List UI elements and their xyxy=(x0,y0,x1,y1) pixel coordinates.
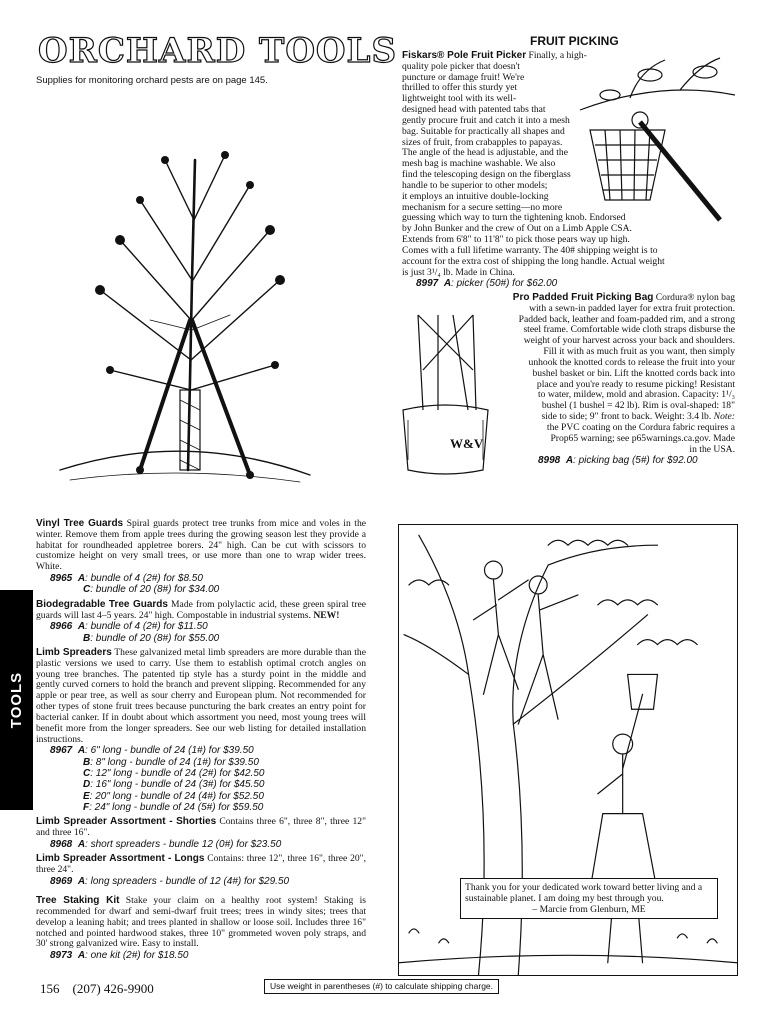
picker-line-8: sizes of fruit, from crabapples to papayas. xyxy=(402,136,563,148)
bag-line-6: unhook the knotted cords to release the fruit into your xyxy=(528,356,735,368)
section-heading-fruit-picking: FRUIT PICKING xyxy=(530,34,619,48)
picker-price-line xyxy=(416,278,706,289)
product-description xyxy=(36,599,366,622)
fruit-picking-bag-illustration xyxy=(398,310,493,480)
price-line xyxy=(50,621,366,632)
bag-line-2: Padded back, leather and foam-padded rim, and a strong xyxy=(518,313,735,325)
picker-line-14: mechanism for a secure setting—no more xyxy=(402,201,563,213)
bag-line-8: place and you're ready to resume picking! Resistant xyxy=(536,378,735,390)
fruit-picking-bag-description xyxy=(490,292,735,467)
picker-line-10: mesh bag is machine washable. We also xyxy=(402,158,556,170)
picker-line-18: Comes with a full lifetime warranty. The 40# shipping weight is to xyxy=(402,244,658,256)
product-list xyxy=(36,518,366,965)
option-code: A xyxy=(77,875,86,887)
picker-line-6: gently procure fruit and catch it into a mesh xyxy=(402,114,570,126)
bag-sku: 8998 xyxy=(538,455,561,467)
product-desc: Stake your claim on a healthy root system! Staking is recommended for dwarf and semi-dwarf fruit trees; trees in windy sites; trees that develop a leaning habit; and trees planted in shallow or loose soil. Includes three 16" notched and pointed hardwood stakes, three 10" grommeted woven poly straps, and 30' strong galvanized wire. Easy to install. xyxy=(36,895,366,950)
picker-line-7: bag. Suitable for practically all shapes and xyxy=(402,125,565,137)
tree-staking-illustration xyxy=(40,130,330,510)
picker-line-15: guessing which way to turn the tightening knob. Endorsed xyxy=(402,212,626,224)
product-sku: 8968 xyxy=(50,838,73,850)
option-code: B xyxy=(83,756,91,768)
price-line xyxy=(83,768,366,779)
product-sku: 8969 xyxy=(50,875,73,887)
option-text: : bundle of 4 (2#) for $8.50 xyxy=(85,573,203,585)
product-biodegradable-tree-guards xyxy=(36,599,366,644)
option-code: A xyxy=(77,838,86,850)
option-text: : short spreaders - bundle 12 (0#) for $23.50 xyxy=(85,838,282,850)
option-text: : long spreaders - bundle of 12 (4#) for $29.50 xyxy=(85,875,290,887)
pole-fruit-picker-description xyxy=(402,50,706,290)
picker-name: Fiskars® Pole Fruit Picker xyxy=(402,50,527,61)
bag-line-3: steel frame. Comfortable wide cloth straps disburse the xyxy=(523,324,735,336)
picker-line-20: is just 3¹/₄ lb. Made in China. xyxy=(402,266,515,278)
option-text: : bundle of 20 (8#) for $34.00 xyxy=(90,584,220,596)
bag-note-label: Note: xyxy=(713,411,735,423)
option-text: : 24" long - bundle of 24 (5#) for $59.50 xyxy=(89,801,264,813)
price-line xyxy=(50,573,366,584)
option-text: : 16" long - bundle of 24 (3#) for $45.50 xyxy=(90,779,265,791)
price-line xyxy=(50,950,366,961)
option-text: : 12" long - bundle of 24 (2#) for $42.50 xyxy=(90,768,265,780)
picker-option: A xyxy=(443,278,452,290)
shipping-note: Use weight in parentheses (#) to calculate shipping charge. xyxy=(264,979,499,994)
option-code: C xyxy=(83,768,91,780)
picker-sku: 8997 xyxy=(416,278,439,290)
product-sku: 8967 xyxy=(50,745,73,757)
picker-line-9: The angle of the head is adjustable, and the xyxy=(402,147,568,159)
option-code: E xyxy=(83,790,90,802)
page-number: 156 xyxy=(40,981,60,996)
picker-line-16: by John Bunker and the crew of Out on a Limb Apple CSA. xyxy=(402,223,632,235)
customer-testimonial xyxy=(460,878,718,919)
section-side-tab xyxy=(0,590,33,810)
product-limb-spreaders xyxy=(36,647,366,813)
bag-option: A xyxy=(565,455,574,467)
price-line xyxy=(83,633,366,644)
option-code: A xyxy=(77,950,86,962)
picker-price: : picker (50#) for $62.00 xyxy=(451,278,558,290)
product-description xyxy=(36,853,366,876)
product-description xyxy=(36,518,366,573)
picker-line-1: quality pole picker that doesn't xyxy=(402,60,520,72)
bag-line-11: side to side; 9" front to back. Weight: 3.4 lb. xyxy=(541,411,712,423)
option-text: : one kit (2#) for $18.50 xyxy=(85,950,189,962)
bag-line-7: bushel basket or bin. Lift the knotted cords back into xyxy=(532,367,735,379)
product-description xyxy=(36,816,366,839)
bag-line-4: weight of your harvest across your back and shoulders. xyxy=(523,335,735,347)
option-code: A xyxy=(77,621,86,633)
footer xyxy=(40,982,154,996)
price-line xyxy=(50,839,366,850)
picker-line-19: account for the extra cost of shipping the long handle. Actual weight xyxy=(402,255,665,267)
product-name: Tree Staking Kit xyxy=(36,895,120,907)
picker-line-4: lightweight tool with its well- xyxy=(402,93,517,105)
bag-name: Pro Padded Fruit Picking Bag xyxy=(512,292,654,303)
option-code: D xyxy=(83,779,91,791)
option-text: : 6" long - bundle of 24 (1#) for $39.50 xyxy=(85,745,254,757)
product-limb-spreader-shorties xyxy=(36,816,366,850)
bag-paragraph xyxy=(490,292,735,455)
bag-logo-text: W&V xyxy=(450,436,484,451)
option-code: A xyxy=(77,573,86,585)
bag-line-10: bushel (1 bushel = 42 lb). Rim is oval-shaped: 18" xyxy=(541,400,735,412)
product-description xyxy=(36,895,366,950)
picker-line-0: Finally, a high- xyxy=(528,50,587,61)
product-name: Limb Spreaders xyxy=(36,646,112,658)
price-line xyxy=(83,791,366,802)
bag-price: : picking bag (5#) for $92.00 xyxy=(573,455,698,467)
product-name: Limb Spreader Assortment - Longs xyxy=(36,853,205,865)
product-name: Limb Spreader Assortment - Shorties xyxy=(36,816,217,828)
product-desc: Spiral guards protect tree trunks from mice and voles in the winter. Remove them from apple trees during the growing season lest they provide a habitat for roundheaded appletree borers. 24" high. Can be cut with scissors to customize height on very small trees, or use more than one to wrap wider trees. White. xyxy=(36,518,366,573)
price-line xyxy=(50,745,366,756)
bag-note-line-1: Prop65 warning; see p65warnings.ca.gov. Made xyxy=(550,432,735,444)
product-desc: These galvanized metal limb spreaders are more durable than the plastic versions we used to carry. Use them to establish optimal crotch angles on young tree branches. The patented tip style has a sturdy point in the middle and gently curved corners to hold the branch and prevent slipping. Recommended for any apple or pear tree, as well as sour cherry and European plum. Not recommended for other types of stone fruit trees because puncturing the bark creates an entry point for bacterial canker. If in doubt about which assortment you need, most young trees will benefit more from the longer spreaders. See our web listing for detailed installation instructions. xyxy=(36,646,366,745)
product-desc: Made from polylactic acid, these green spiral tree guards will last 4–5 years. 24" high. Compostable in industrial systems. xyxy=(36,598,366,621)
price-line xyxy=(83,584,366,595)
price-line xyxy=(83,757,366,768)
product-name: Biodegradable Tree Guards xyxy=(36,598,168,610)
option-code: F xyxy=(83,801,90,813)
page-title: ORCHARD TOOLS xyxy=(38,31,398,71)
picker-line-17: Extends from 6'8" to 11'8" to pick those pears way up high. xyxy=(402,234,630,246)
product-sku: 8966 xyxy=(50,621,73,633)
product-vinyl-tree-guards xyxy=(36,518,366,596)
product-desc: Contains: three 12", three 16", three 20", three 24". xyxy=(36,853,366,875)
picker-line-12: handle to be superior to other models; xyxy=(402,179,548,191)
picker-paragraph xyxy=(402,50,706,278)
phone-number: (207) 426-9900 xyxy=(72,981,154,996)
bag-note-line-2: in the USA. xyxy=(689,443,735,455)
option-code: B xyxy=(83,632,91,644)
product-description xyxy=(36,647,366,745)
option-text: : bundle of 4 (2#) for $11.50 xyxy=(85,621,208,633)
product-sku: 8973 xyxy=(50,950,73,962)
bag-note-line-0: the PVC coating on the Cordura fabric requires a xyxy=(546,421,735,433)
option-text: : bundle of 20 (8#) for $55.00 xyxy=(90,632,220,644)
picker-line-3: thrilled to offer this sturdy yet xyxy=(402,82,518,94)
side-tab-label: TOOLS xyxy=(7,671,25,729)
bag-line-1: with a sewn-in padded layer for extra fruit protection. xyxy=(529,302,735,314)
bag-price-line xyxy=(538,455,735,466)
option-text: : 8" long - bundle of 24 (1#) for $39.50 xyxy=(90,756,259,768)
product-sku: 8965 xyxy=(50,573,73,585)
price-line xyxy=(83,779,366,790)
picker-line-13: it employs an intuitive double-locking xyxy=(402,190,549,202)
picker-line-2: puncture or damage fruit! We're xyxy=(402,71,525,83)
testimonial-signature: – Marcie from Glenburn, ME xyxy=(532,904,646,916)
price-line xyxy=(50,876,366,887)
product-tree-staking-kit xyxy=(36,895,366,961)
picker-line-11: find the telescoping design on the fiberglass xyxy=(402,169,571,181)
bag-line-0: Cordura® nylon bag xyxy=(655,292,735,303)
product-desc: Contains three 6", three 8", three 12" and three 16". xyxy=(36,816,366,839)
testimonial-text: Thank you for your dedicated work toward better living and a sustainable planet. I am doing my best through you. xyxy=(465,882,703,905)
product-limb-spreader-longs xyxy=(36,853,366,887)
option-code: A xyxy=(77,745,86,757)
page-subtitle: Supplies for monitoring orchard pests are on page 145. xyxy=(36,75,268,86)
option-code: C xyxy=(83,584,91,596)
new-badge: NEW! xyxy=(313,609,340,621)
bag-line-5: Fill it with as much fruit as you want, then simply xyxy=(543,346,735,358)
price-line xyxy=(83,802,366,813)
option-text: : 20" long - bundle of 24 (4#) for $52.50 xyxy=(89,790,264,802)
picker-line-5: designed head with patented tabs that xyxy=(402,104,546,116)
product-name: Vinyl Tree Guards xyxy=(36,518,124,529)
bag-line-9: to water, mildew, mold and abrasion. Capacity: 1¹/₃ xyxy=(537,389,735,401)
